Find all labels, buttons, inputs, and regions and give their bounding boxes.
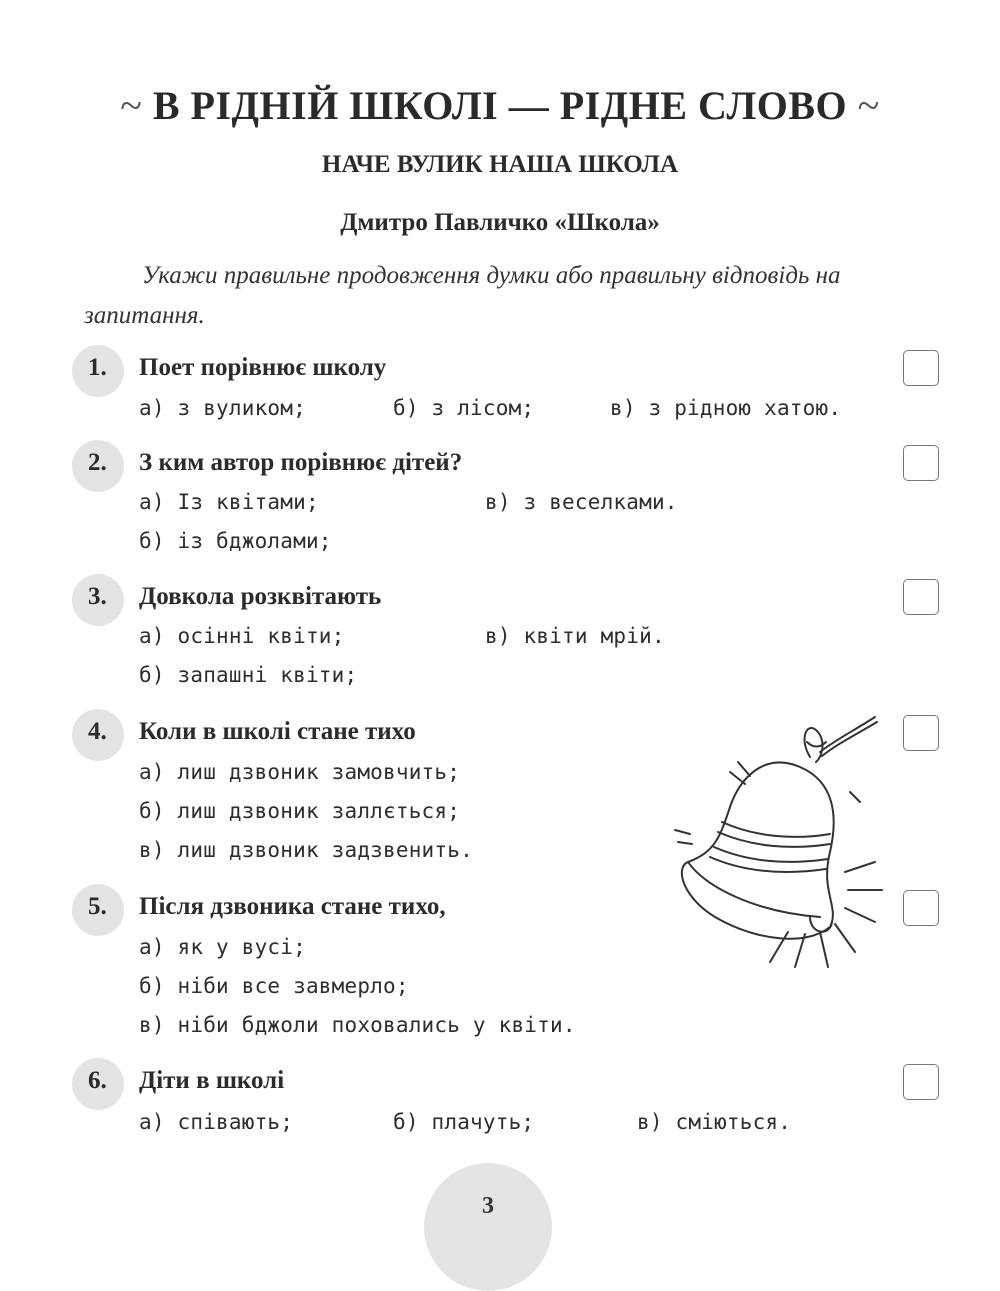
- question-text: Діти в школі: [139, 1067, 285, 1094]
- option-b: б) ніби все завмерло;: [139, 974, 409, 998]
- option-c: в) ніби бджоли поховались у квіти.: [139, 1013, 576, 1037]
- question-text: Довкола розквітають: [139, 583, 382, 610]
- option-b: б) запашні квіти;: [139, 663, 358, 687]
- page-number-circle: [424, 1163, 552, 1291]
- answer-box[interactable]: [903, 1064, 939, 1100]
- question-number: 5.: [88, 893, 107, 920]
- option-c: в) квіти мрій.: [485, 624, 665, 648]
- option-a: а) як у вусі;: [139, 935, 306, 959]
- tilde-ornament-right: ~: [857, 83, 880, 128]
- question-number: 3.: [88, 583, 107, 610]
- option-a: а) осінні квіти;: [139, 624, 345, 648]
- question-text: Коли в школі стане тихо: [139, 718, 416, 745]
- option-a: а) співають;: [139, 1110, 294, 1134]
- option-b: б) з лісом;: [393, 396, 535, 420]
- answer-box[interactable]: [903, 890, 939, 926]
- bell-icon: [670, 712, 890, 982]
- section-title: [0, 82, 1000, 129]
- answer-box[interactable]: [903, 445, 939, 481]
- question-text: Поет порівнює школу: [139, 354, 387, 381]
- author-work-title: Дмитро Павличко «Школа»: [340, 209, 660, 236]
- subtitle: НАЧЕ ВУЛИК НАША ШКОЛА: [321, 151, 679, 178]
- tilde-ornament-left: ~: [120, 83, 143, 128]
- answer-box[interactable]: [903, 715, 939, 751]
- question-number: 4.: [88, 718, 107, 745]
- question-text: Після дзвоника стане тихо,: [139, 893, 446, 920]
- question-text: З ким автор порівнює дітей?: [139, 449, 463, 476]
- question-number: 2.: [88, 449, 107, 476]
- option-c: в) з веселками.: [485, 490, 678, 514]
- option-c: в) сміються.: [637, 1110, 792, 1134]
- option-b: б) із бджолами;: [139, 529, 332, 553]
- page-number: 3: [482, 1193, 494, 1219]
- option-b: б) лиш дзвоник заллється;: [139, 799, 461, 823]
- option-a: а) з вуликом;: [139, 396, 306, 420]
- question-number: 6.: [88, 1067, 107, 1094]
- option-b: б) плачуть;: [393, 1110, 535, 1134]
- option-a: а) Із квітами;: [139, 490, 319, 514]
- option-c: в) лиш дзвоник задзвенить.: [139, 838, 473, 862]
- question-number: 1.: [88, 354, 107, 381]
- section-title-text: В РІДНІЙ ШКОЛІ — РІДНЕ СЛОВО: [152, 83, 848, 128]
- instruction-text: Укажи правильне продовження думки або правильну відповідь на запитання.: [84, 262, 841, 329]
- option-c: в) з рідною хатою.: [610, 396, 842, 420]
- answer-box[interactable]: [903, 579, 939, 615]
- answer-box[interactable]: [903, 350, 939, 386]
- option-a: а) лиш дзвоник замовчить;: [139, 760, 461, 784]
